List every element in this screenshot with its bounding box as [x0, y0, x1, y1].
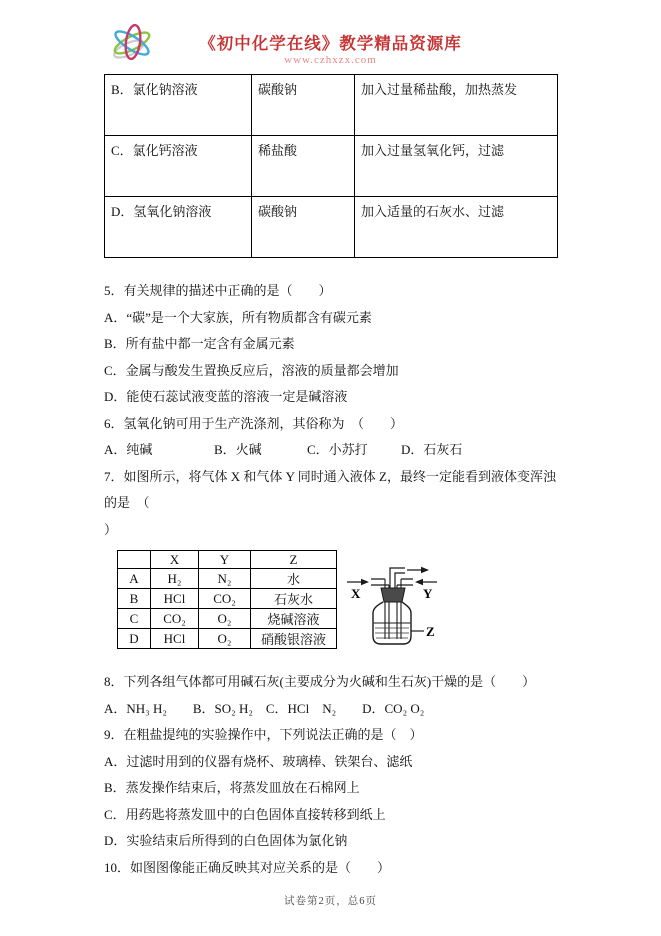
gas-washing-bottle-diagram — [345, 552, 439, 648]
question10-stem: 10．如图图像能正确反映其对应关系的是（ ） — [104, 859, 391, 875]
table-cell: 碳酸钠 — [252, 197, 355, 258]
table-cell: D — [118, 629, 151, 649]
question7-stem-line2: ） — [104, 521, 118, 537]
table-cell: D．氢氧化钠溶液 — [105, 197, 252, 258]
question7-gas-table — [117, 550, 337, 649]
table-cell: 加入过量稀盐酸，加热蒸发 — [355, 75, 558, 136]
table-cell: 烧碱溶液 — [251, 609, 337, 629]
question9-option-b: B．蒸发操作结束后，将蒸发皿放在石棉网上 — [104, 780, 360, 795]
table-cell: H₂ — [151, 569, 199, 589]
question9-option-d: D．实验结束后所得到的白色固体为氯化钠 — [104, 833, 348, 848]
question7-stem-line1: 7．如图所示，将气体 X 和气体 Y 同时通入液体 Z，最终一定能看到液体变浑浊的是 （ — [104, 468, 556, 510]
table-cell: CO₂ — [199, 589, 251, 609]
question4-options-table — [104, 74, 558, 258]
table-header-cell: Z — [251, 551, 337, 569]
site-url: www.czhxzx.com — [284, 54, 377, 66]
table-row — [118, 609, 337, 629]
table-cell: 石灰水 — [251, 589, 337, 609]
table-cell: C — [118, 609, 151, 629]
table-row — [105, 75, 558, 136]
table-cell: 加入适量的石灰水、过滤 — [355, 197, 558, 258]
table-row — [118, 589, 337, 609]
table-cell: A — [118, 569, 151, 589]
question8-options: A．NH₃ H₂ B．SO₂ H₂ C．HCl N₂ D．CO₂ O₂ — [104, 700, 425, 716]
question5-option-b: B．所有盐中都一定含有金属元素 — [104, 336, 295, 351]
question5-stem: 5．有关规律的描述中正确的是（ ） — [104, 283, 332, 298]
site-logo-icon — [106, 22, 158, 66]
table-cell: C．氯化钙溶液 — [105, 136, 252, 197]
liquid-z-label: Z — [426, 624, 435, 639]
table-cell: HCl — [151, 589, 199, 609]
gas-x-label: X — [351, 586, 361, 601]
table-header-cell: X — [151, 551, 199, 569]
table-cell: 稀盐酸 — [252, 136, 355, 197]
question6-option-d: D．石灰石 — [401, 442, 463, 457]
question6-option-a: A．纯碱 — [104, 442, 153, 457]
question5-option-c: C．金属与酸发生置换反应后，溶液的质量都会增加 — [104, 362, 399, 378]
table-row — [118, 551, 337, 569]
table-cell: 硝酸银溶液 — [251, 629, 337, 649]
table-row — [105, 197, 558, 258]
table-row — [118, 629, 337, 649]
table-row — [105, 136, 558, 197]
table-cell: 加入过量氢氧化钙，过滤 — [355, 136, 558, 197]
gas-y-label: Y — [423, 586, 433, 601]
question7-figure — [117, 550, 557, 649]
table-cell: 碳酸钠 — [252, 75, 355, 136]
question5-option-a: A．“碳”是一个大家族，所有物质都含有碳元素 — [104, 309, 372, 325]
table-cell: B — [118, 589, 151, 609]
table-cell: HCl — [151, 629, 199, 649]
question9-option-c: C．用药匙将蒸发皿中的白色固体直接转移到纸上 — [104, 806, 386, 822]
question9-option-a: A．过滤时用到的仪器有烧杯、玻璃棒、铁架台、滤纸 — [104, 753, 413, 769]
table-header-cell: Y — [199, 551, 251, 569]
table-cell: CO₂ — [151, 609, 199, 629]
question6-option-c: C．小苏打 — [307, 442, 368, 457]
site-header — [104, 20, 557, 66]
question6-stem: 6．氢氧化钠可用于生产洗涤剂，其俗称为 （ ） — [104, 415, 404, 431]
table-header-cell — [118, 551, 151, 569]
page-footer: 试卷第2页，总6页 — [284, 896, 377, 907]
site-title: 《初中化学在线》教学精品资源库 — [199, 34, 462, 53]
table-cell: O₂ — [199, 609, 251, 629]
question6-option-b: B．火碱 — [214, 442, 262, 457]
question6-options — [104, 437, 557, 464]
table-cell: O₂ — [199, 629, 251, 649]
table-cell: 水 — [251, 569, 337, 589]
table-cell: B．氯化钠溶液 — [105, 75, 252, 136]
question8-stem: 8．下列各组气体都可用碱石灰(主要成分为火碱和生石灰)干燥的是（ ） — [104, 674, 536, 689]
table-row — [118, 569, 337, 589]
page-content — [104, 20, 557, 881]
question9-stem: 9．在粗盐提纯的实验操作中，下列说法正确的是（ ） — [104, 727, 423, 742]
question5-option-d: D．能使石蕊试液变蓝的溶液一定是碱溶液 — [104, 389, 348, 404]
table-cell: N₂ — [199, 569, 251, 589]
